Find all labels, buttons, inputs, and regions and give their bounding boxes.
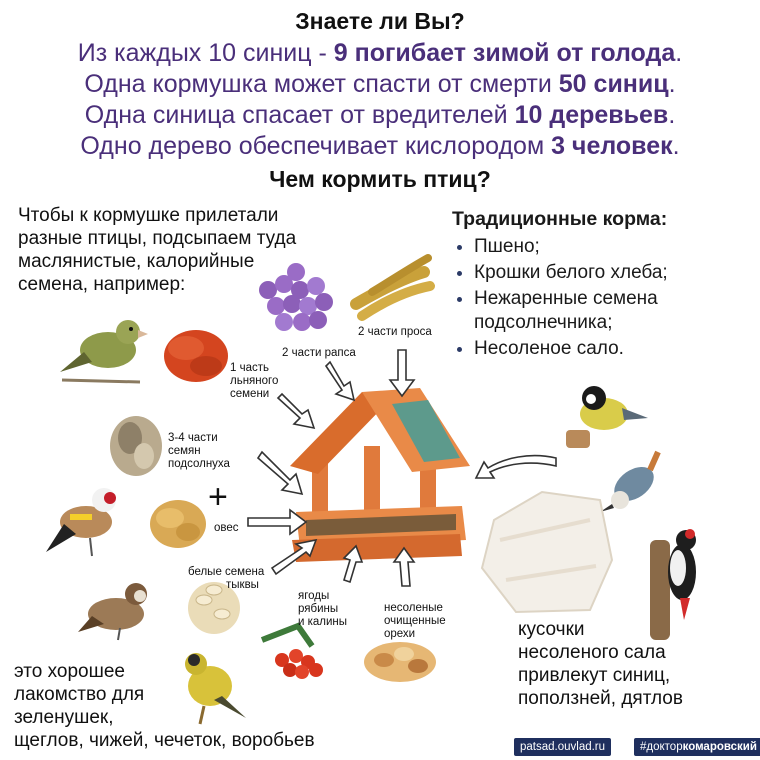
lard-image bbox=[482, 492, 612, 612]
label-flax: 1 часть льняного семени bbox=[230, 362, 279, 400]
arrow-lard bbox=[476, 456, 556, 478]
traditional-item: • Пшено; bbox=[474, 235, 752, 259]
intro-line: Чтобы к кормушке прилетали bbox=[18, 205, 279, 226]
label-oats: овес bbox=[214, 522, 239, 534]
traditional-item: • Несоленое сало. bbox=[474, 337, 752, 361]
sparrow-bird-image bbox=[78, 583, 147, 640]
plus-sign: + bbox=[208, 478, 228, 516]
oats-feed-image bbox=[150, 500, 206, 548]
intro-line: маслянистые, калорийные bbox=[18, 251, 255, 272]
greenfinch-bird-image bbox=[60, 320, 148, 382]
fact-2: Одна кормушка может спасти от смерти 50 синиц. bbox=[84, 70, 676, 98]
sunflower-seed-feed-image bbox=[110, 416, 162, 476]
traditional-item: • Нежаренные семена подсолнечника; bbox=[474, 287, 752, 335]
arrow-sunflower bbox=[258, 452, 302, 494]
nuthatch-bird-image bbox=[600, 452, 660, 512]
label-pumpkin: белые семена тыквы bbox=[188, 566, 265, 591]
traditional-title: Традиционные корма: bbox=[452, 208, 668, 230]
fact-4: Одно дерево обеспечивает кислородом 3 человек. bbox=[80, 132, 680, 160]
bird-feeder-image bbox=[290, 388, 470, 562]
page-title: Знаете ли Вы? bbox=[295, 8, 465, 34]
flax-seed-feed-image bbox=[164, 330, 228, 382]
lard-text: кусочки несоленого сала привлекут синиц, поползней, дятлов bbox=[518, 619, 683, 709]
rapeseed-feed-image bbox=[259, 263, 333, 331]
goldfinch-bird-image bbox=[46, 488, 116, 556]
great-tit-bird-image bbox=[566, 386, 648, 448]
label-sunflower: 3-4 части семян подсолнуха bbox=[168, 432, 230, 470]
label-berries: ягоды рябины и калины bbox=[298, 590, 348, 628]
footer-hashtag: #докторкомаровский bbox=[634, 738, 760, 756]
treat-text: это хорошее лакомство для зеленушек, щеглов, чижей, чечеток, воробьев bbox=[14, 661, 315, 751]
millet-feed-image bbox=[356, 258, 430, 316]
arrow-flax bbox=[278, 394, 314, 428]
label-millet: 2 части проса bbox=[358, 326, 432, 338]
fact-1: Из каждых 10 синиц - 9 погибает зимой от голода. bbox=[77, 39, 683, 67]
arrow-rapeseed bbox=[326, 362, 354, 400]
intro-line: разные птицы, подсыпаем туда bbox=[18, 228, 297, 249]
traditional-item: • Крошки белого хлеба; bbox=[474, 261, 752, 285]
intro-line: семена, например: bbox=[18, 274, 186, 295]
footer-site-link[interactable]: patsad.ouvlad.ru bbox=[514, 738, 611, 756]
section-subtitle: Чем кормить птиц? bbox=[269, 166, 491, 192]
label-nuts: несоленые очищенные орехи bbox=[384, 602, 446, 640]
label-rapeseed: 2 части рапса bbox=[282, 347, 356, 359]
fact-3: Одна синица спасает от вредителей 10 деревьев. bbox=[84, 101, 676, 129]
